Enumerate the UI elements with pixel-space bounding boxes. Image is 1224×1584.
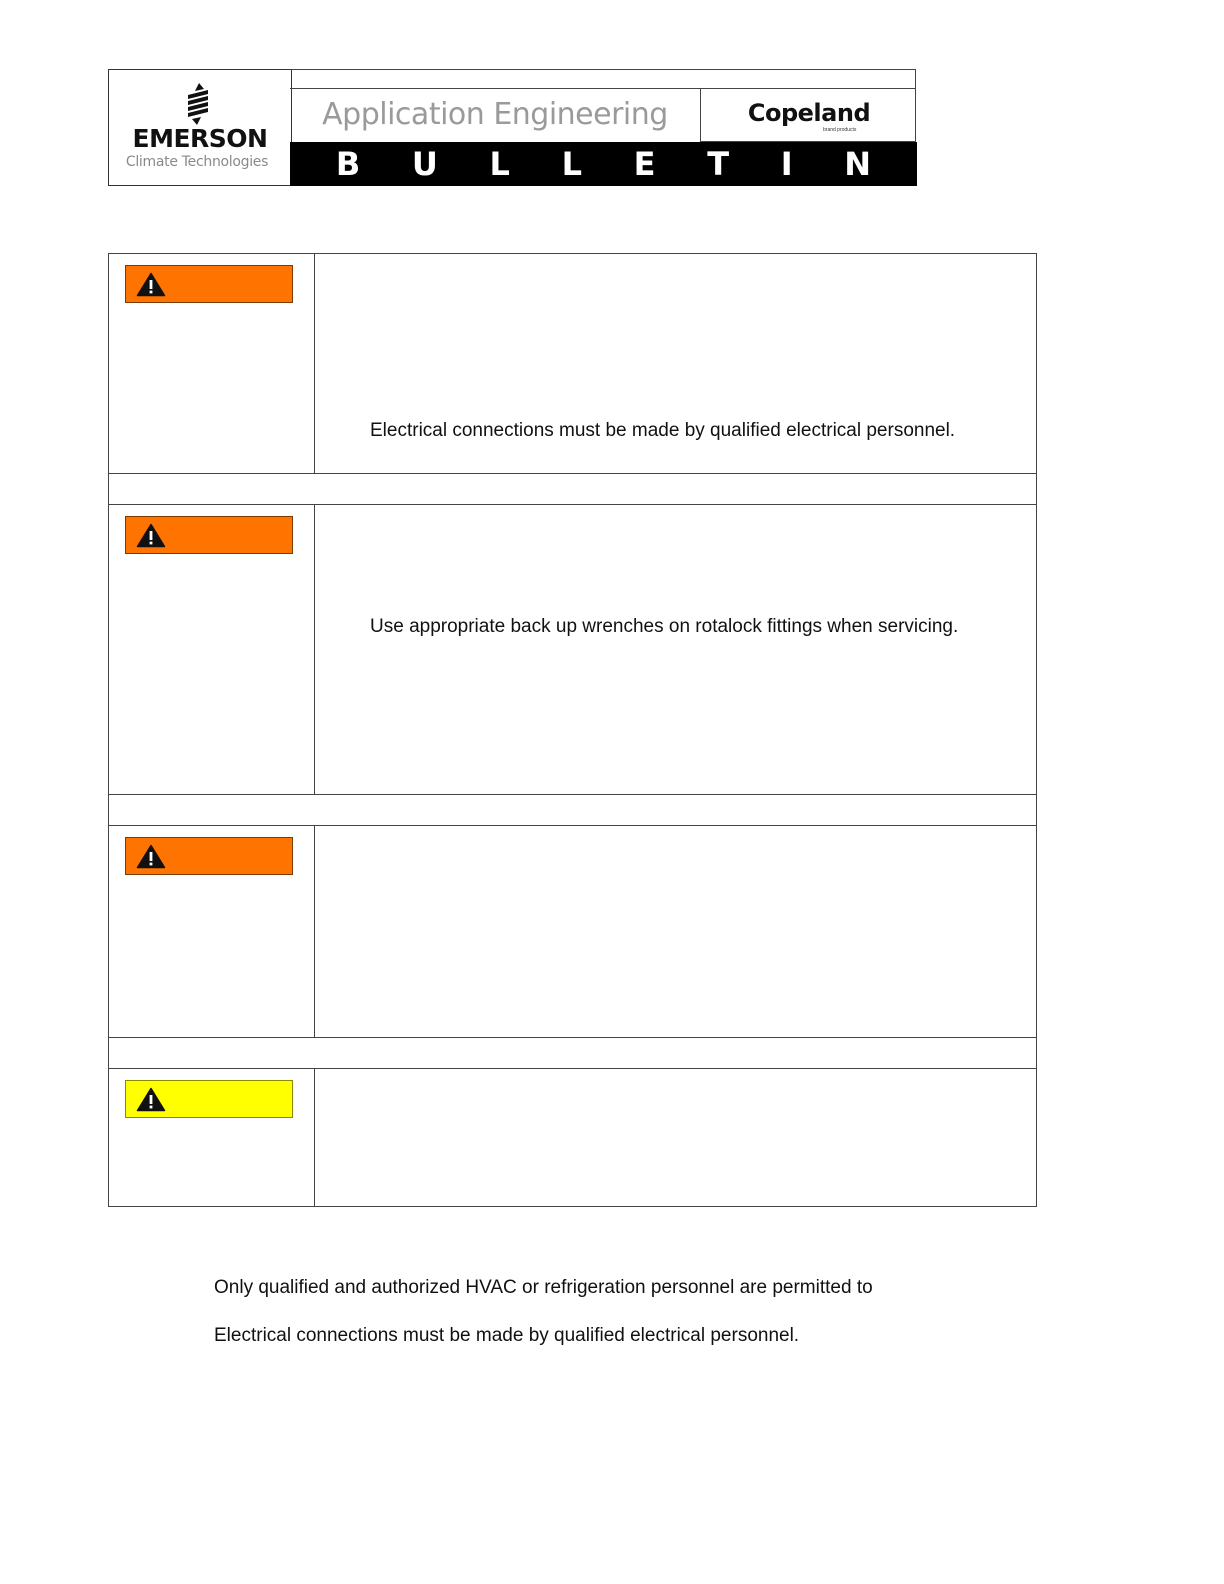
warning-row [108, 825, 1037, 1038]
copeland-tagline: brand products [823, 127, 857, 133]
bulletin-letter: U [411, 145, 438, 183]
warning-signal-label [125, 837, 293, 875]
warning-row [108, 253, 1037, 474]
warning-text: Use appropriate back up wrenches on rotalock fittings when servicing. [370, 616, 959, 637]
warning-triangle-icon [136, 844, 166, 869]
safety-warnings-table [108, 253, 1037, 1207]
section-title: Application Engineering [290, 89, 700, 143]
warning-signal-cell [109, 826, 315, 1037]
warning-signal-label [125, 516, 293, 554]
table-spacer-row [108, 1038, 1037, 1068]
bulletin-header [108, 69, 918, 186]
bulletin-bar [290, 142, 917, 186]
copeland-wordmark: Copeland [747, 99, 871, 127]
warning-text-cell [314, 505, 1036, 794]
warning-row [108, 504, 1037, 795]
table-spacer-row [108, 795, 1037, 825]
warning-triangle-icon [136, 523, 166, 548]
warning-text-cell [314, 1069, 1036, 1206]
bulletin-word [290, 142, 917, 186]
warning-signal-cell [109, 505, 315, 794]
bulletin-letter: T [707, 145, 730, 183]
warning-text-cell [314, 826, 1036, 1037]
emerson-wordmark: EMERSON [132, 124, 268, 153]
warning-signal-cell [109, 254, 315, 473]
bulletin-letter: B [335, 145, 361, 183]
bulletin-letter: I [780, 145, 793, 183]
emerson-subtitle: Climate Technologies [125, 154, 269, 170]
title-area [290, 69, 917, 186]
body-paragraph-line: Electrical connections must be made by qualified electrical personnel. [214, 1325, 800, 1346]
caution-signal-label [125, 1080, 293, 1118]
bulletin-letter: L [489, 145, 510, 183]
emerson-logo-mark-icon [182, 82, 214, 126]
bulletin-letter: N [844, 145, 872, 183]
warning-triangle-icon [136, 272, 166, 297]
title-top-strip [290, 69, 916, 89]
emerson-logo [108, 69, 292, 186]
warning-signal-label [125, 265, 293, 303]
body-paragraph-line: Only qualified and authorized HVAC or refrigeration personnel are permitted to [214, 1277, 873, 1298]
warning-triangle-icon [136, 1087, 166, 1112]
warning-signal-cell [109, 1069, 315, 1206]
bulletin-letter: L [561, 145, 582, 183]
warning-text: Electrical connections must be made by qualified electrical personnel. [370, 420, 956, 441]
table-spacer-row [108, 474, 1037, 504]
warning-row [108, 1068, 1037, 1207]
copeland-logo [700, 89, 916, 142]
warning-text-cell [314, 254, 1036, 473]
bulletin-letter: E [633, 145, 656, 183]
